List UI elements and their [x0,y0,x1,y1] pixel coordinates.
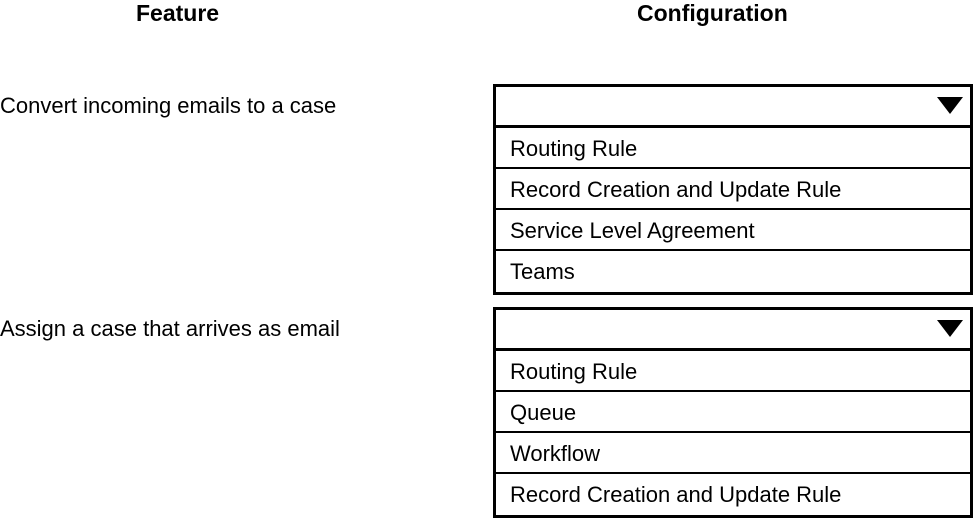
dropdown-row-2-option-3[interactable]: Workflow [496,433,970,474]
dropdown-row-2-option-4[interactable]: Record Creation and Update Rule [496,474,970,515]
column-headers [0,0,974,34]
dropdown-row-2-option-2[interactable]: Queue [496,392,970,433]
dropdown-row-2-option-1[interactable]: Routing Rule [496,351,970,392]
configuration-column-header: Configuration [637,0,788,26]
dropdown-row-2[interactable] [493,307,973,351]
dropdown-row-1-option-4[interactable]: Teams [496,251,970,292]
dropdown-group-row-1 [493,84,973,295]
chevron-down-icon[interactable] [930,87,970,125]
dropdown-row-1-option-2[interactable]: Record Creation and Update Rule [496,169,970,210]
dropdown-row-1[interactable] [493,84,973,128]
dropdown-group-row-2 [493,307,973,518]
chevron-down-icon[interactable] [930,310,970,348]
dropdown-row-1-options [493,128,973,295]
feature-label-row-1: Convert incoming emails to a case [0,93,337,118]
dropdown-row-2-options [493,351,973,518]
feature-label-row-2: Assign a case that arrives as email [0,316,340,341]
feature-column-header: Feature [136,0,220,26]
dropdown-row-1-option-1[interactable]: Routing Rule [496,128,970,169]
dropdown-row-1-option-3[interactable]: Service Level Agreement [496,210,970,251]
